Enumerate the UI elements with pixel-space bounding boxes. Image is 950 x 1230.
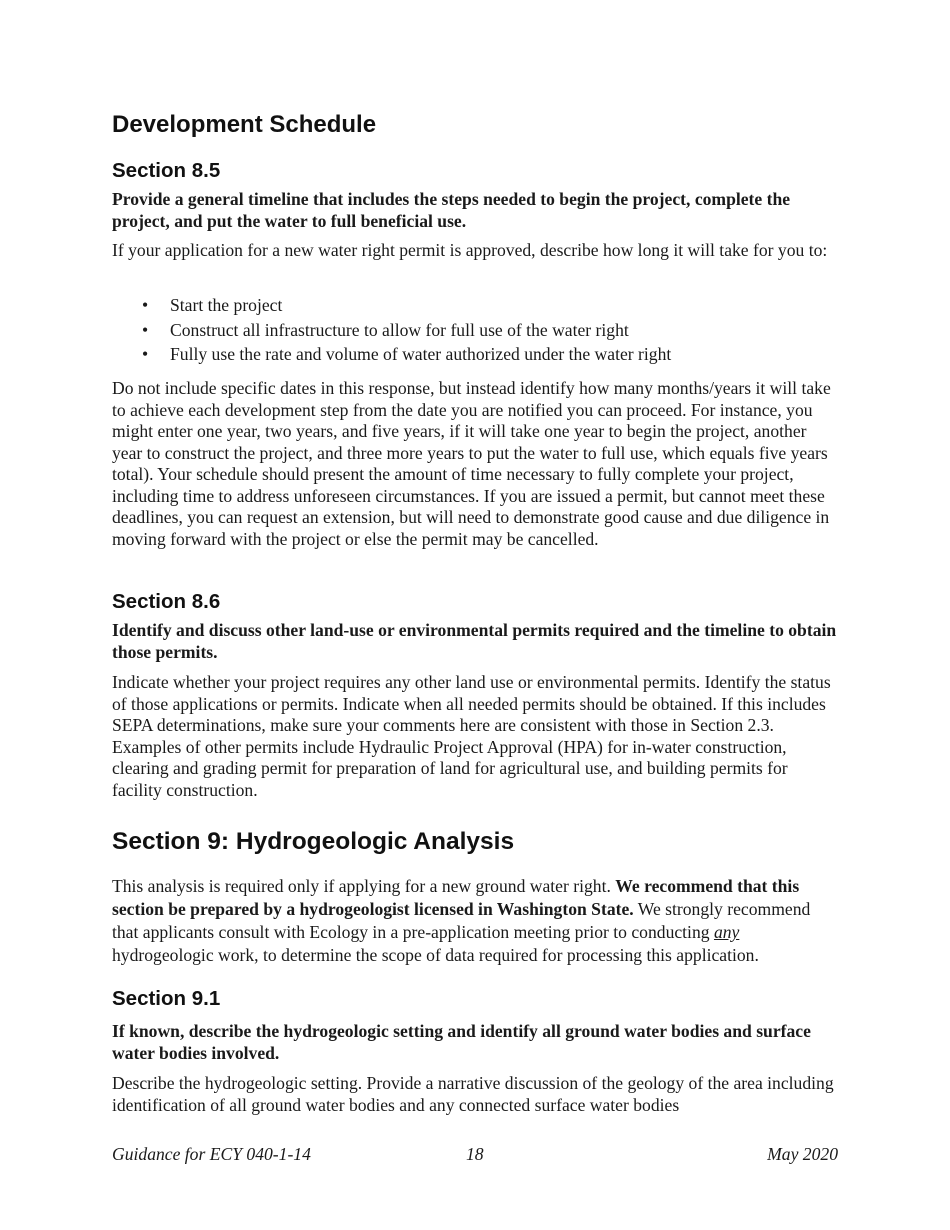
- section-9-1-title: Section 9.1: [112, 987, 221, 1010]
- bullet-icon: •: [142, 344, 149, 364]
- list-item: • Fully use the rate and volume of water authorized under the water right: [112, 342, 840, 367]
- section-8-5-bullet-list: [112, 293, 840, 367]
- section-8-6-body: Indicate whether your project requires any other land use or environmental permits. Identify the status of those applications or permits. Indicate when all needed permits should be obtained. If this includes SEPA determinations, make sure your comments here are consistent with those in Section 2.3. Examples of other permits include Hydraulic Project Approval (HPA) for in-water construction, clearing and grading permit for preparation of land for agricultural use, and building permits for facility construction.: [112, 672, 831, 800]
- section-8-6-prompt: Identify and discuss other land-use or environmental permits required and the timeline to obtain those permits.: [112, 620, 837, 662]
- bullet-icon: •: [142, 295, 149, 315]
- bullet-icon: •: [142, 319, 149, 340]
- footer-date: May 2020: [767, 1144, 838, 1164]
- section-8-5-title: Section 8.5: [112, 159, 221, 182]
- page-title: Development Schedule: [112, 111, 377, 138]
- section-8-6-title: Section 8.6: [112, 590, 221, 613]
- section-9-1-prompt: If known, describe the hydrogeologic setting and identify all ground water bodies and surface water bodies involved.: [112, 1021, 811, 1063]
- section-8-5-prompt: Provide a general timeline that includes the steps needed to begin the project, complete the project, and put the water to full beneficial use.: [112, 189, 791, 231]
- list-item: • Construct all infrastructure to allow for full use of the water right: [112, 318, 840, 343]
- section-8-5-body: Do not include specific dates in this response, but instead identify how many months/years it will take to achieve each development step from the date you are notified you can proceed. For instance, you might enter one year, two years, and five years, if it will take one year to begin the project, another year to construct the project, and three more years to put the water to full use, which equals five years total). Your schedule should present the amount of time necessary to fully complete your project, including time to address unforeseen circumstances. If you are issued a permit, but cannot meet these deadlines, you can request an extension, but will need to demonstrate good cause and due diligence in moving forward with the project or else the permit may be cancelled.: [112, 378, 831, 549]
- footer-page-number: 18: [466, 1144, 484, 1164]
- footer-doc-id: Guidance for ECY 040-1-14: [112, 1144, 311, 1164]
- section-8-5-intro: If your application for a new water right permit is approved, describe how long it will take for you to:: [112, 240, 828, 260]
- section-9-intro: This analysis is required only if applying for a new ground water right. We recommend that this section be prepared by a hydrogeologist licensed in Washington State. We strongly recommend that applicants consult with Ecology in a pre-application meeting prior to conducting any hydrogeologic work, to determine the scope of data required for processing this application.: [112, 876, 811, 965]
- section-9-1-body: Describe the hydrogeologic setting. Provide a narrative discussion of the geology of the area including identification of all ground water bodies and any connected surface water bodies: [112, 1073, 834, 1115]
- section-9-title: Section 9: Hydrogeologic Analysis: [112, 828, 515, 855]
- list-item: • Start the project: [112, 293, 840, 318]
